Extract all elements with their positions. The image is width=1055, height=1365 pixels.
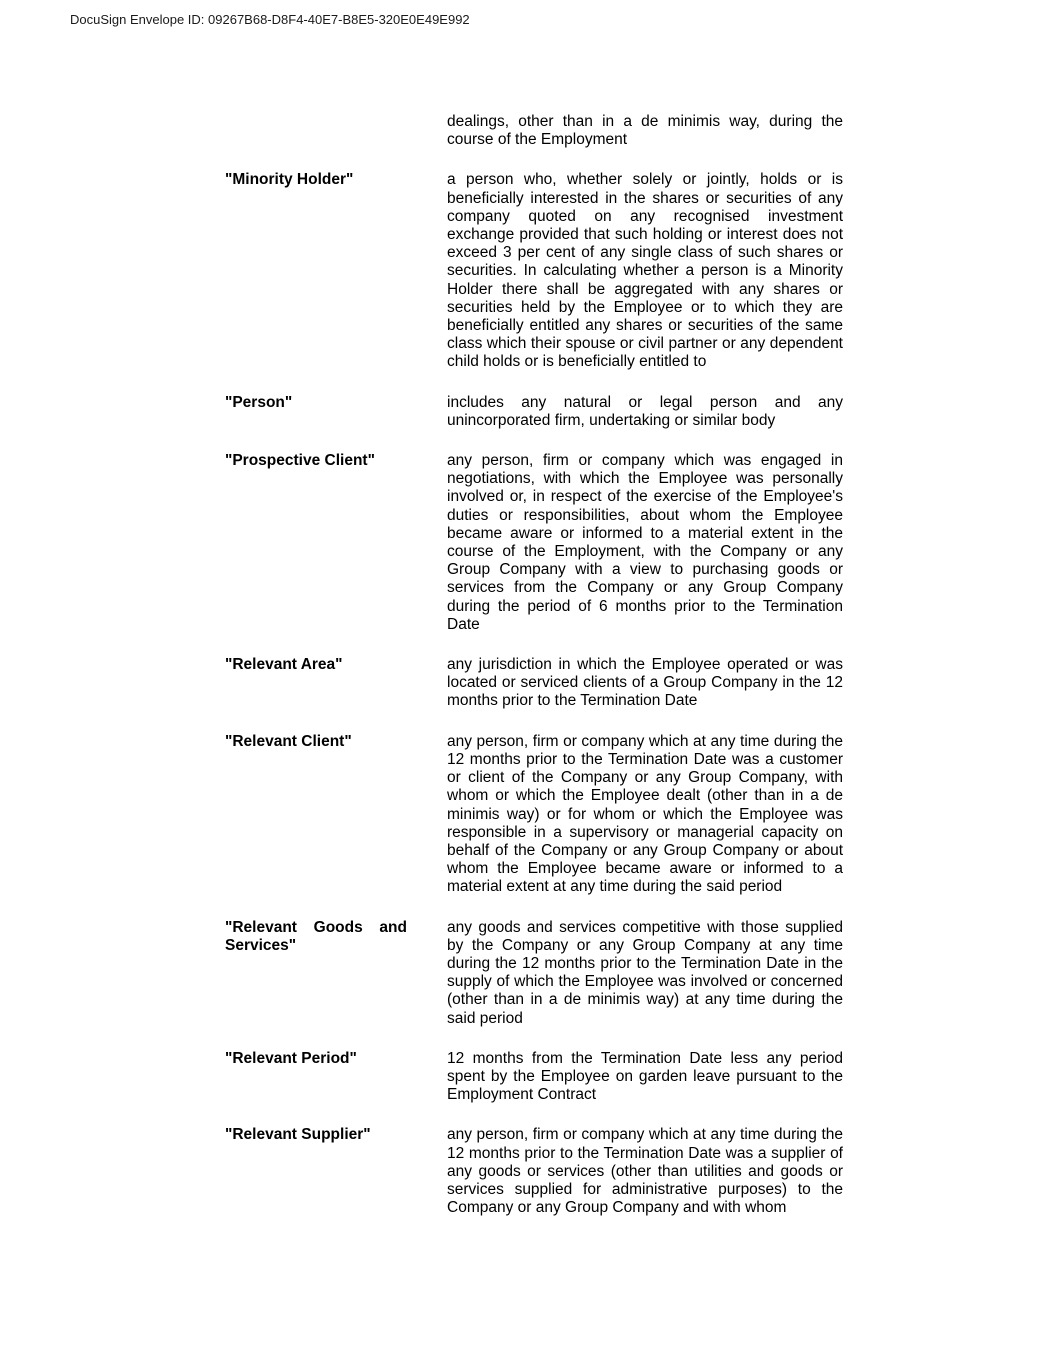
definition-text: any goods and services competitive with those supplied by the Company or any Group Company at any time during the 12 months prior to the Termination Date in the supply of which the Employee was involved or concerned (other than in a de minimis way) at any time during the said period — [447, 918, 843, 1027]
definition-row — [225, 1126, 843, 1217]
definition-text: 12 months from the Termination Date less any period spent by the Employee on garden leave pursuant to the Employment Contract — [447, 1049, 843, 1104]
definition-row — [225, 171, 843, 371]
definition-term: "Relevant Period" — [225, 1049, 357, 1067]
definition-term: "Minority Holder" — [225, 171, 354, 189]
definition-text: any person, firm or company which at any time during the 12 months prior to the Termination Date was a supplier of any goods or services (other than utilities and goods or services supplied for administrative purposes) to the Company or any Group Company and with whom — [447, 1126, 843, 1217]
definition-text: includes any natural or legal person and any unincorporated firm, undertaking or similar body — [447, 393, 843, 429]
definition-text: any person, firm or company which was engaged in negotiations, with which the Employee was personally involved or, in respect of the exercise of the Employee's duties or responsibilities, about whom the Employee became aware or informed to a material extent in the course of the Employment, with the Company or any Group Company with a view to purchasing goods or services from the Company or any Group Company during the period of 6 months prior to the Termination Date — [447, 452, 843, 633]
definition-term: "Relevant Client" — [225, 732, 352, 750]
definition-row — [225, 394, 843, 430]
definition-term: "Relevant Supplier" — [225, 1126, 371, 1144]
definition-term: "Relevant Goods and Services" — [225, 918, 407, 954]
definition-text: dealings, other than in a de minimis way, during the course of the Employment — [447, 113, 843, 149]
definition-text: any jurisdiction in which the Employee operated or was located or serviced clients of a Group Company in the 12 months prior to the Termination Date — [447, 656, 843, 710]
definition-term: "Person" — [225, 393, 293, 411]
docusign-envelope-id: DocuSign Envelope ID: 09267B68-D8F4-40E7-B8E5-320E0E49E992 — [70, 12, 470, 27]
definition-row — [225, 733, 843, 897]
definition-text: a person who, whether solely or jointly, holds or is beneficially interested in the shares or securities of any company quoted on any recognised investment exchange provided that such holding or interest does not exceed 3 per cent of any single class of such shares or securities. In calculating whether a person is a Minority Holder there shall be aggregated with any shares or securities held by the Employee or to which they are beneficially entitled any shares or securities of the same class which their spouse or civil partner or any dependent child holds or is beneficially entitled to — [447, 171, 843, 371]
definition-row — [225, 1050, 843, 1105]
definition-row — [225, 113, 843, 149]
definitions-list — [225, 113, 843, 1239]
definition-term — [225, 113, 407, 149]
definition-text: any person, firm or company which at any time during the 12 months prior to the Termination Date was a customer or client of the Company or any Group Company, with whom or which the Employee dealt (other than in a de minimis way) or for whom or which the Employee was responsible in a supervisory or managerial capacity on behalf of the Company or any Group Company or about whom the Employee became aware or informed to a material extent at any time during the said period — [447, 732, 843, 896]
definition-row — [225, 919, 843, 1028]
definition-term: "Relevant Area" — [225, 656, 343, 674]
definition-row — [225, 452, 843, 634]
definition-row — [225, 656, 843, 711]
definition-term: "Prospective Client" — [225, 452, 375, 470]
